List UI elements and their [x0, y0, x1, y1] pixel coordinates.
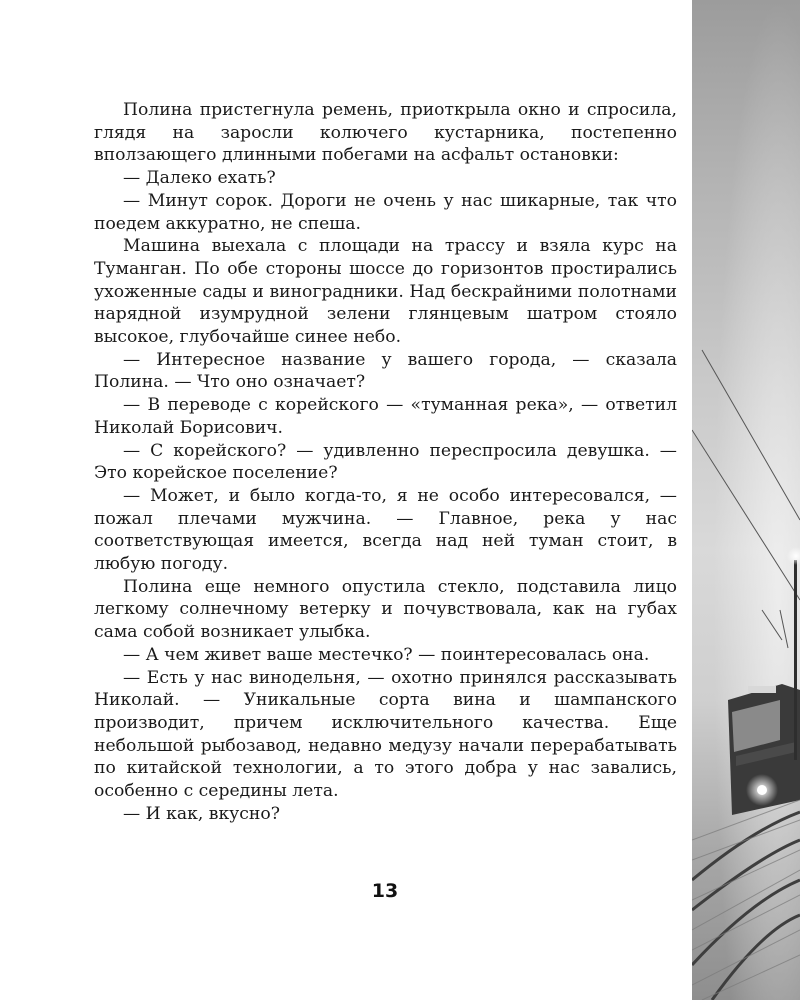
- paragraph: Полина пристегнула ремень, приоткрыла окно и спросила, глядя на заросли колючего кустарника, постепенно вползающего длинными побегами на асфальт остановки:: [94, 100, 677, 166]
- page-number: 13: [371, 880, 399, 902]
- paragraph: — Далеко ехать?: [123, 168, 276, 189]
- paragraph: — И как, вкусно?: [123, 803, 280, 824]
- tram-icon: [728, 684, 800, 815]
- paragraph: — С корейского? — удивленно переспросила девушка. — Это корейское поселение?: [94, 440, 677, 484]
- paragraph: Машина выехала с площади на трассу и взяла курс на Туманган. По обе стороны шоссе до горизонтов простирались ухоженные сады и виноградники. Над бескрайними полотнами нарядной изумрудной зелени глянцевым шатром стояло высокое, глубочайше синее небо.: [94, 236, 677, 348]
- paragraph: — А чем живет ваше местечко? — поинтересовалась она.: [123, 644, 650, 665]
- tram-illustration-strip: [692, 0, 800, 1000]
- body-text: [94, 99, 677, 826]
- paragraph: — Минут сорок. Дороги не очень у нас шикарные, так что поедем аккуратно, не спеша.: [94, 190, 677, 234]
- tram-illustration: [692, 0, 800, 1000]
- paragraph: — В переводе с корейского — «туманная река», — ответил Николай Борисович.: [94, 395, 677, 438]
- paragraph: — Интересное название у вашего города, — сказала Полина. — Что оно означает?: [94, 349, 677, 393]
- paragraph: — Есть у нас винодельня, — охотно принялся рассказывать Николай. — Уникальные сорта вина и шампанского производит, причем исключительного качества. Еще небольшой рыбозавод, недавно медузу начали перерабатывать по китайской технологии, а то этого добра у нас завались, особенно с середины лета.: [94, 667, 677, 802]
- fog-glow: [692, 0, 800, 1000]
- paragraph: Полина еще немного опустила стекло, подставила лицо легкому солнечному ветерку и почувствовала, как на губах сама собой возникает улыбка.: [94, 576, 677, 643]
- paragraph: — Может, и было когда-то, я не особо интересовался, — пожал плечами мужчина. — Главное, река у нас соответствующая имеется, всегда над ней туман стоит, в любую погоду.: [94, 485, 677, 575]
